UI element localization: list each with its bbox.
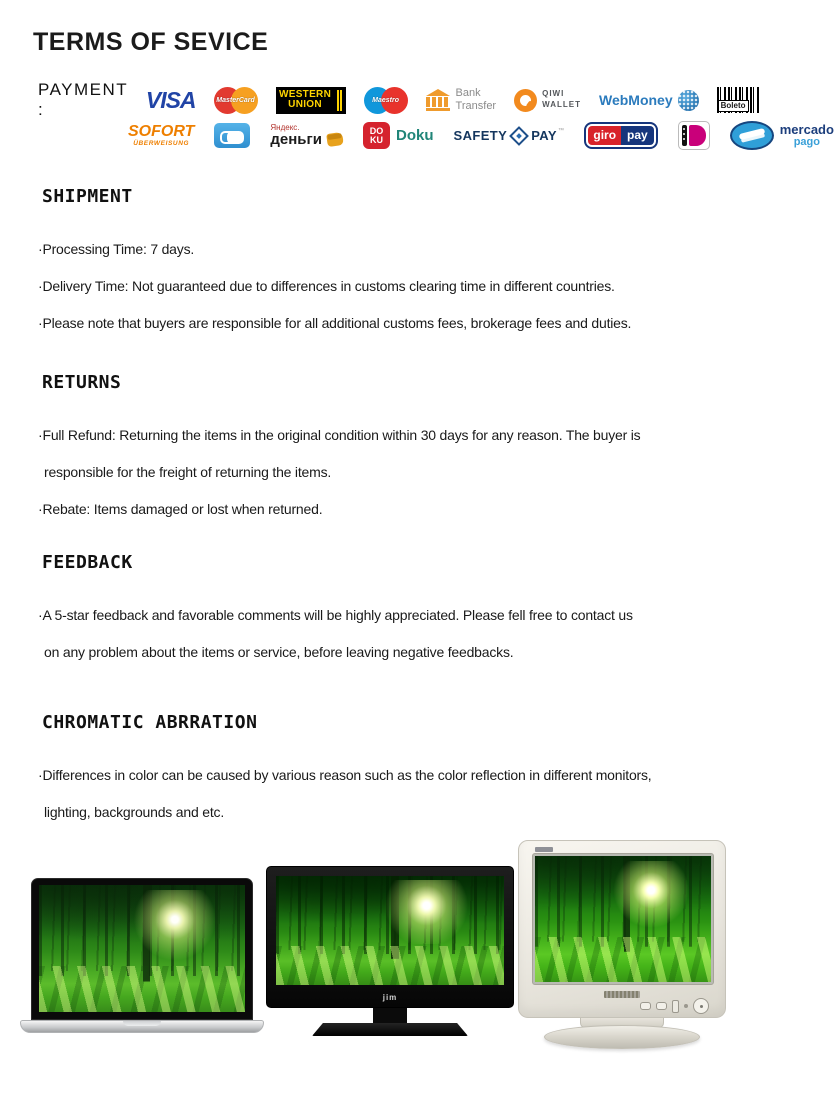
tv-stand-neck <box>373 1008 407 1023</box>
section-heading: CHROMATIC ABRRATION <box>42 712 258 733</box>
webmoney-logo <box>599 90 699 111</box>
crt-top-brand-mark <box>535 847 553 852</box>
doku-logo <box>363 122 434 149</box>
western-union-bars <box>337 90 343 111</box>
carte-bleue-logo <box>214 123 250 148</box>
doku-monogram: DO KU <box>363 122 390 149</box>
page-title: TERMS OF SEVICE <box>33 28 269 56</box>
mercado-line2: pago <box>793 135 820 148</box>
laptop-image <box>20 878 264 1033</box>
western-union-line1: WESTERN <box>278 88 332 100</box>
handshake-icon <box>730 121 774 150</box>
mastercard-logo <box>214 87 258 114</box>
crt-monitor-image <box>518 840 726 1049</box>
tv-image <box>266 866 514 1036</box>
visa-logo: VISA <box>145 86 196 113</box>
forest-photo <box>276 876 504 985</box>
laptop-screen <box>31 878 253 1020</box>
bullet-line-continuation: lighting, backgrounds and etc. <box>44 803 225 820</box>
giropay-logo <box>584 122 657 150</box>
crt-buttons <box>640 998 709 1014</box>
bullet-line: ·Rebate: Items damaged or lost when returned. <box>38 500 323 517</box>
safetypay-left: SAFETY <box>453 128 508 143</box>
bank-icon <box>426 89 450 111</box>
trademark-symbol: ™ <box>557 128 565 134</box>
crt-control-panel <box>519 989 725 1017</box>
giropay-pay: pay <box>621 126 654 146</box>
section-heading: RETURNS <box>42 372 122 393</box>
sun-glare <box>372 880 477 943</box>
sofort-line2: ÜBERWEISUNG <box>133 140 190 147</box>
mercado-pago-logo <box>730 121 834 150</box>
safetypay-logo <box>454 128 565 143</box>
payment-label: PAYMENT : <box>38 80 128 119</box>
maestro-label: Maestro <box>372 96 399 104</box>
boleto-label: Boleto <box>718 100 749 112</box>
ideal-i-bar <box>682 125 687 146</box>
sofort-line1: SOFORT <box>128 123 195 140</box>
sofort-logo <box>128 124 194 147</box>
laptop-base <box>20 1020 264 1033</box>
ideal-d-shape <box>689 125 706 146</box>
crt-knob <box>672 1000 679 1013</box>
tv-frame <box>266 866 514 1008</box>
purse-icon <box>326 132 344 147</box>
bullet-line: ·Please note that buyers are responsible for all additional customs fees, brokerage fees and duties. <box>38 314 632 331</box>
bank-transfer-line1: Bank <box>455 87 481 100</box>
tv-brand-logo: jim <box>382 993 398 1002</box>
forest-photo <box>39 885 245 1012</box>
bullet-line: ·A 5-star feedback and favorable comments will be highly appreciated. Please fell free to contact us <box>38 607 633 623</box>
mastercard-label: MasterCard <box>216 96 255 104</box>
crt-screen <box>532 853 714 985</box>
section-heading: FEEDBACK <box>42 552 133 573</box>
crt-led <box>684 1004 688 1008</box>
boleto-logo <box>717 87 759 113</box>
ideal-logo <box>678 121 710 150</box>
bullet-line: ·Differences in color can be caused by various reason such as the color reflection in different monitors, <box>38 767 652 783</box>
section-feedback <box>0 552 750 671</box>
bank-transfer-line2: Transfer <box>455 100 497 112</box>
giropay-giro: giro <box>588 126 621 146</box>
device-images <box>0 828 750 1078</box>
section-chromatic-abrration <box>0 712 750 831</box>
crt-body <box>518 840 726 1018</box>
qiwi-q-icon <box>514 89 537 112</box>
payment-row-1 <box>38 80 759 120</box>
doku-label: Doku <box>396 127 434 144</box>
western-union-logo <box>276 87 346 114</box>
bullet-line: ·Processing Time: 7 days. <box>38 241 195 257</box>
western-union-line2: UNION <box>288 99 322 110</box>
crt-pedestal-base <box>544 1025 700 1049</box>
bullet-line-continuation: responsible for the freight of returning the items. <box>44 463 332 480</box>
crt-button <box>640 1002 651 1010</box>
crt-button <box>656 1002 667 1010</box>
power-button-icon <box>693 998 709 1014</box>
tv-stand-base <box>312 1023 468 1036</box>
bullet-line: ·Full Refund: Returning the items in the original condition within 30 days for any reason. The buyer is <box>38 427 641 443</box>
webmoney-label: WebMoney <box>598 92 673 108</box>
maestro-logo <box>364 87 408 114</box>
bullet-line: ·Delivery Time: Not guaranteed due to differences in customs clearing time in different countries. <box>38 277 615 294</box>
yandex-money-logo <box>270 124 343 148</box>
sun-glare <box>126 890 221 964</box>
payment-row-2 <box>128 121 834 150</box>
section-returns <box>0 372 750 527</box>
bullet-line-continuation: on any problem about the items or service, before leaving negative feedbacks. <box>44 643 514 660</box>
globe-icon <box>678 90 699 111</box>
qiwi-wallet-logo <box>514 89 581 112</box>
bank-transfer-logo <box>426 87 497 112</box>
sun-glare <box>609 861 690 934</box>
mercado-line1: mercado <box>779 122 834 138</box>
qiwi-line2: WALLET <box>542 100 581 109</box>
forest-photo <box>535 856 711 982</box>
crt-brand-plate <box>604 991 640 998</box>
yandex-line2: деньги <box>270 131 322 149</box>
yandex-line1: Яндекс. <box>270 122 300 132</box>
safetypay-right: PAY <box>531 128 557 143</box>
section-shipment <box>0 186 750 341</box>
qiwi-line1: QIWI <box>542 89 565 99</box>
diamond-icon <box>509 126 529 146</box>
section-heading: SHIPMENT <box>42 186 133 207</box>
